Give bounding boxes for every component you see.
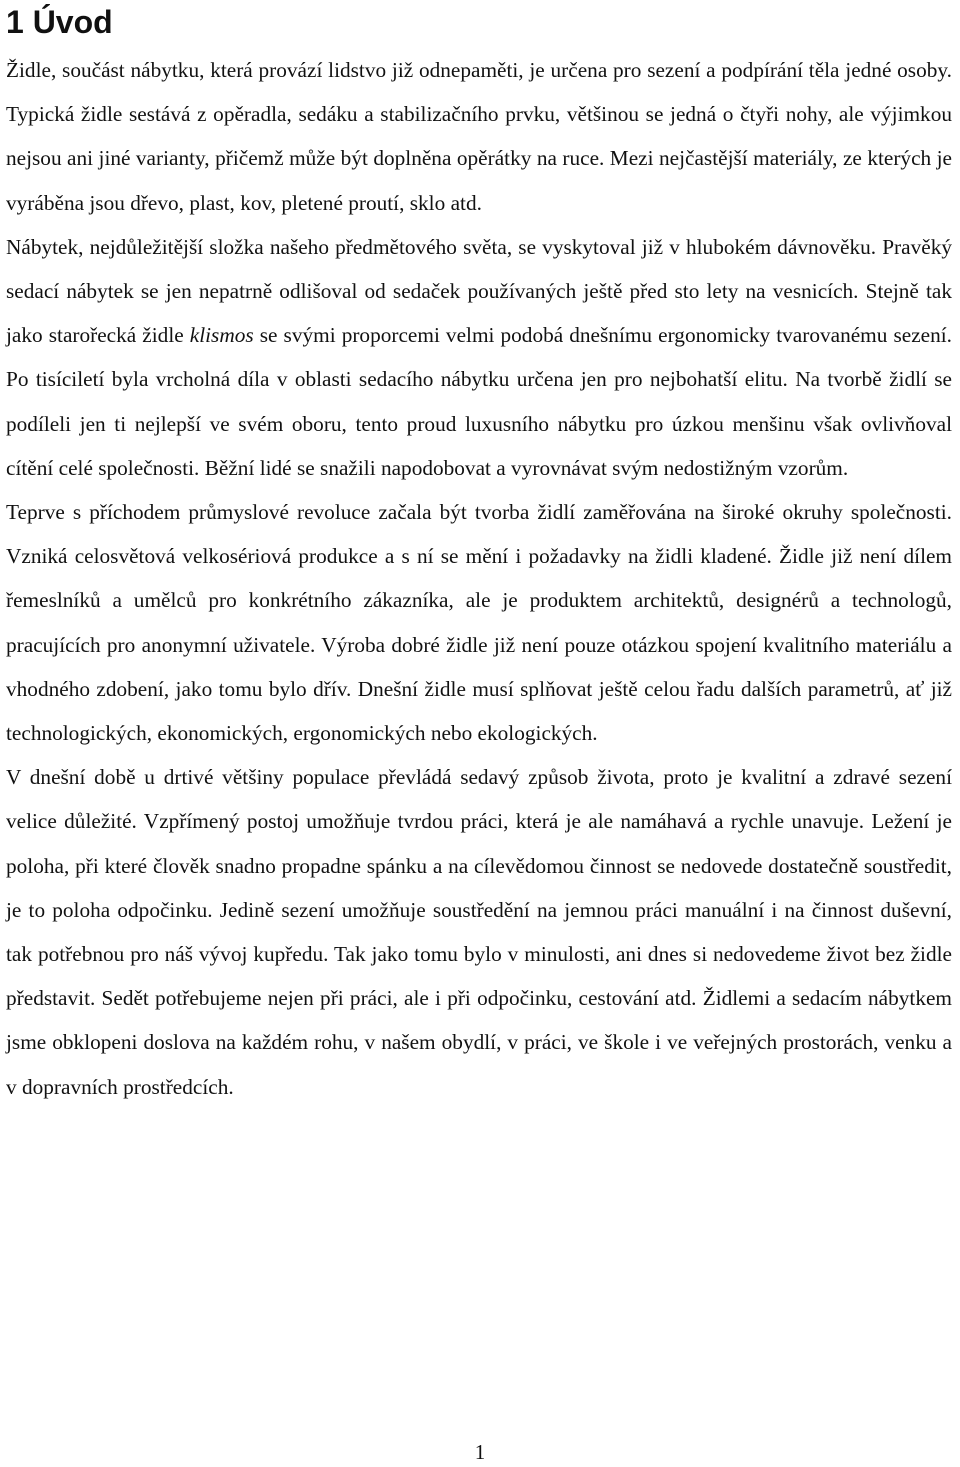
paragraph-2-text-end: se svými proporcemi velmi podobá dnešnímu ergonomicky tvarovanému sezení. Po tisíciletí byla vrcholná díla v oblasti sedacího nábytku určena jen pro nejbohatší elitu. Na tvorbě židlí se podíleli jen ti nejlepší ve svém oboru, tento proud luxusního nábytku pro úzkou menšinu však ovlivňoval cítění celé společnosti. Běžní lidé se snažili napodobovat a vyrovnávat svým nedostižným vzorům. [6, 323, 952, 480]
paragraph-2-text-start: Nábytek, nejdůležitější složka našeho předmětového světa, se vyskytoval již v hlubokém dávnověku. Pravěký sedací nábytek se jen nepatrně odlišoval od sedaček používaných ještě před sto lety na vesnicích. Stejně tak jako starořecká židle [6, 234, 952, 348]
body-text [6, 48, 952, 1109]
paragraph-1-text: Židle, součást nábytku, která provází lidstvo již odnepaměti, je určena pro sezení a podpírání těla jedné osoby. Typická židle sestává z opěradla, sedáku a stabilizačního prvku, většinou se jedná o čtyři nohy, ale výjimkou nejsou ani jiné varianty, přičemž může být doplněna opěrátky na ruce. Mezi nejčastější materiály, ze kterých je vyráběna jsou dřevo, plast, kov, pletené proutí, sklo atd. [6, 58, 952, 215]
paragraph-1 [6, 48, 952, 225]
paragraph-4-text: V dnešní době u drtivé většiny populace převládá sedavý způsob života, proto je kvalitní a zdravé sezení velice důležité. Vzpřímený postoj umožňuje tvrdou práci, která je ale namáhavá a rychle unavuje. Ležení je poloha, při které člověk snadno propadne spánku a na cílevědomou činnost se nedovede dostatečně soustředit, je to poloha odpočinku. Jedině sezení umožňuje soustředění na jemnou práci manuální i na činnost duševní, tak potřebnou pro náš vývoj kupředu. Tak jako tomu bylo v minulosti, ani dnes si nedovedeme život bez židle představit. Sedět potřebujeme nejen při práci, ale i při odpočinku, cestování atd. Židlemi a sedacím nábytkem jsme obklopeni doslova na každém rohu, v našem obydlí, v práci, ve škole i ve veřejných prostorách, venku a v dopravních prostředcích. [6, 765, 952, 1099]
paragraph-4 [6, 755, 952, 1109]
paragraph-2 [6, 225, 952, 490]
paragraph-3 [6, 490, 952, 755]
klismos-term: klismos [189, 323, 254, 348]
page-number: 1 [474, 1440, 486, 1464]
paragraph-3-text: Teprve s příchodem průmyslové revoluce začala být tvorba židlí zaměřována na široké okruhy společnosti. Vzniká celosvětová velkosériová produkce a s ní se mění i požadavky na židli kladené. Židle již není dílem řemeslníků a umělců pro konkrétního zákazníka, ale je produktem architektů, designérů a technologů, pracujících pro anonymní uživatele. Výroba dobré židle již není pouze otázkou spojení kvalitního materiálu a vhodného zdobení, jako tomu bylo dřív. Dnešní židle musí splňovat ještě celou řadu dalších parametrů, ať již technologických, ekonomických, ergonomických nebo ekologických. [6, 500, 952, 746]
section-heading: 1 Úvod [6, 4, 113, 40]
